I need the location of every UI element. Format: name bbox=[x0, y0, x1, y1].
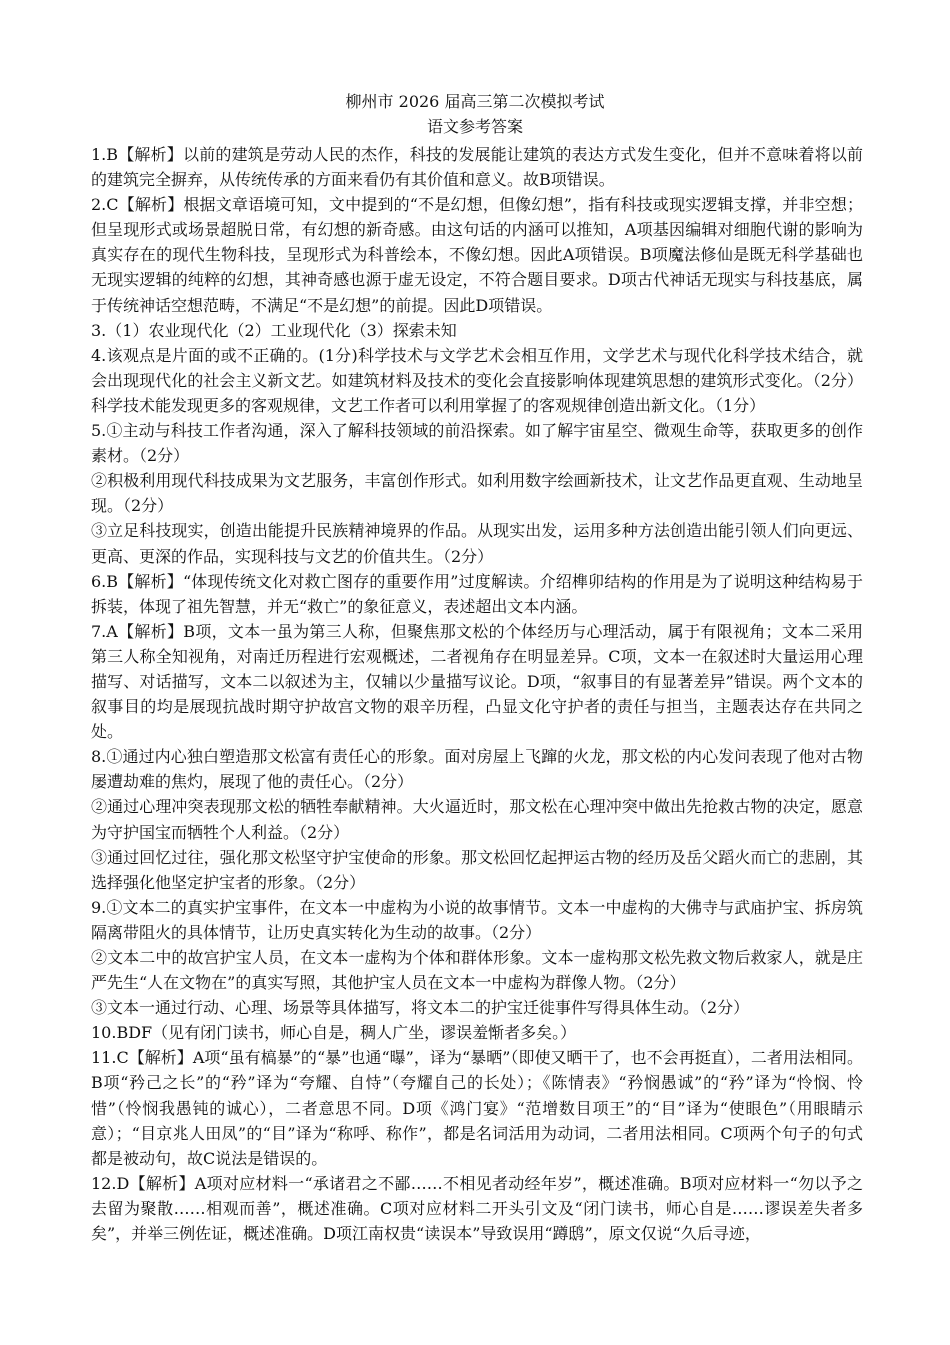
answer-5-point-3: ③立足科技现实，创造出能提升民族精神境界的作品。从现实出发，运用多种方法创造出能引领人们向更远、更高、更深的作品，实现科技与文艺的价值共生。（2分） bbox=[91, 521, 863, 566]
answer-2: 2.C【解析】根据文章语境可知，文中提到的“不是幻想，但像幻想”，指有科技或现实逻辑支撑，并非空想；但呈现形式或场景超脱日常，有幻想的新奇感。由这句话的内涵可以推知，A项基因编辑对细胞代谢的影响为真实存在的现代生物科技，呈现形式为科普绘本，不像幻想。因此A项错误。B项魔法修仙是既无科学基础也无现实逻辑的纯粹的幻想，其神奇感也源于虚无设定，不符合题目要求。D项古代神话无现实与科技基底，属于传统神话空想范畴，不满足“不是幻想”的前提。因此D项错误。 bbox=[91, 195, 863, 315]
answer-8-point-2: ②通过心理冲突表现那文松的牺牲奉献精神。大火逼近时，那文松在心理冲突中做出先抢救古物的决定，愿意为守护国宝而牺牲个人利益。（2分） bbox=[91, 797, 863, 842]
answer-8-point-1: 8.①通过内心独白塑造那文松富有责任心的形象。面对房屋上飞蹿的火龙，那文松的内心发问表现了他对古物屡遭劫难的焦灼，展现了他的责任心。（2分） bbox=[91, 747, 863, 792]
answer-content bbox=[91, 142, 863, 1246]
answer-3: 3.（1）农业现代化（2）工业现代化（3）探索未知 bbox=[91, 320, 457, 340]
answer-9-point-1: 9.①文本二的真实护宝事件，在文本一中虚构为小说的故事情节。文本一中虚构的大佛寺与武庙护宝、拆房筑隔离带阻火的具体情节，让历史真实转化为生动的故事。（2分） bbox=[91, 897, 863, 942]
answer-12: 12.D【解析】A项对应材料一“承诸君之不鄙……不相见者动经年岁”，概述准确。B项对应材料一“勿以予之去留为聚散……相观而善”，概述准确。C项对应材料二开头引文及“闭门读书，师心自是……谬误差失者多矣”，并举三例佐证，概述准确。D项江南权贵“读误本”导致误用“蹲鸱”，原文仅说“久后寻迹， bbox=[91, 1173, 863, 1244]
answer-1: 1.B【解析】以前的建筑是劳动人民的杰作，科技的发展能让建筑的表达方式发生变化，但并不意味着将以前的建筑完全摒弃，从传统传承的方面来看仍有其价值和意义。故B项错误。 bbox=[91, 145, 863, 190]
answer-9-point-2: ②文本二中的故宫护宝人员，在文本一虚构为个体和群体形象。文本一虚构那文松先救文物后救家人，就是庄严先生“人在文物在”的真实写照，其他护宝人员在文本一中虚构为群像人物。（2分） bbox=[91, 948, 863, 993]
answer-11: 11.C【解析】A项“虽有槁暴”的“暴”也通“曝”，译为“暴晒”（即使又晒干了，也不会再挺直），二者用法相同。B项“矜己之长”的“矜”译为“夸耀、自恃”（夸耀自己的长处）；《陈情表》“矜悯愚诚”的“矜”译为“怜悯、怜惜”（怜悯我愚钝的诚心），二者意思不同。D项《鸿门宴》“范增数目项王”的“目”译为“使眼色”（用眼睛示意）；“目京兆人田凤”的“目”译为“称呼、称作”，都是名词活用为动词，二者用法相同。C项两个句子的句式都是被动句，故C说法是错误的。 bbox=[91, 1048, 863, 1168]
answer-key-subtitle: 语文参考答案 bbox=[426, 117, 523, 136]
answer-6: 6.B【解析】“体现传统文化对救亡图存的重要作用”过度解读。介绍榫卯结构的作用是为了说明这种结构易于拆装，体现了祖先智慧，并无“救亡”的象征意义，表述超出文本内涵。 bbox=[91, 571, 863, 616]
answer-7: 7.A【解析】B项，文本一虽为第三人称，但聚焦那文松的个体经历与心理活动，属于有限视角；文本二采用第三人称全知视角，对南迁历程进行宏观概述，二者视角存在明显差异。C项，文本一在叙述时大量运用心理描写、对话描写，文本二以叙述为主，仅辅以少量描写议论。D项，“叙事目的有显著差异”错误。两个文本的叙事目的均是展现抗战时期守护故宫文物的艰辛历程，凸显文化守护者的责任与担当，主题表达存在共同之处。 bbox=[91, 621, 863, 742]
answer-5-point-2: ②积极利用现代科技成果为文艺服务，丰富创作形式。如利用数字绘画新技术，让文艺作品更直观、生动地呈现。（2分） bbox=[91, 471, 863, 516]
answer-9-point-3: ③文本一通过行动、心理、场景等具体描写，将文本二的护宝迁徙事件写得具体生动。（2分） bbox=[91, 998, 750, 1018]
answer-8-point-3: ③通过回忆过往，强化那文松坚守护宝使命的形象。那文松回忆起押运古物的经历及岳父蹈火而亡的悲剧，其选择强化他坚定护宝者的形象。（2分） bbox=[91, 847, 863, 892]
answer-4: 4.该观点是片面的或不正确的。(1分)科学技术与文学艺术会相互作用，文学艺术与现代化科学技术结合，就会出现现代化的社会主义新文艺。如建筑材料及技术的变化会直接影响体现建筑思想的建筑形式变化。（2分）科学技术能发现更多的客观规律，文艺工作者可以利用掌握了的客观规律创造出新文化。（1分） bbox=[91, 345, 863, 415]
exam-title: 柳州市 2026 届高三第二次模拟考试 bbox=[345, 92, 605, 111]
answer-5-point-1: 5.①主动与科技工作者沟通，深入了解科技领域的前沿探索。如了解宇宙星空、微观生命等，获取更多的创作素材。（2分） bbox=[91, 421, 863, 466]
answer-10: 10.BDF（见有闭门读书，师心自是，稠人广坐，谬误羞惭者多矣。） bbox=[91, 1023, 577, 1043]
